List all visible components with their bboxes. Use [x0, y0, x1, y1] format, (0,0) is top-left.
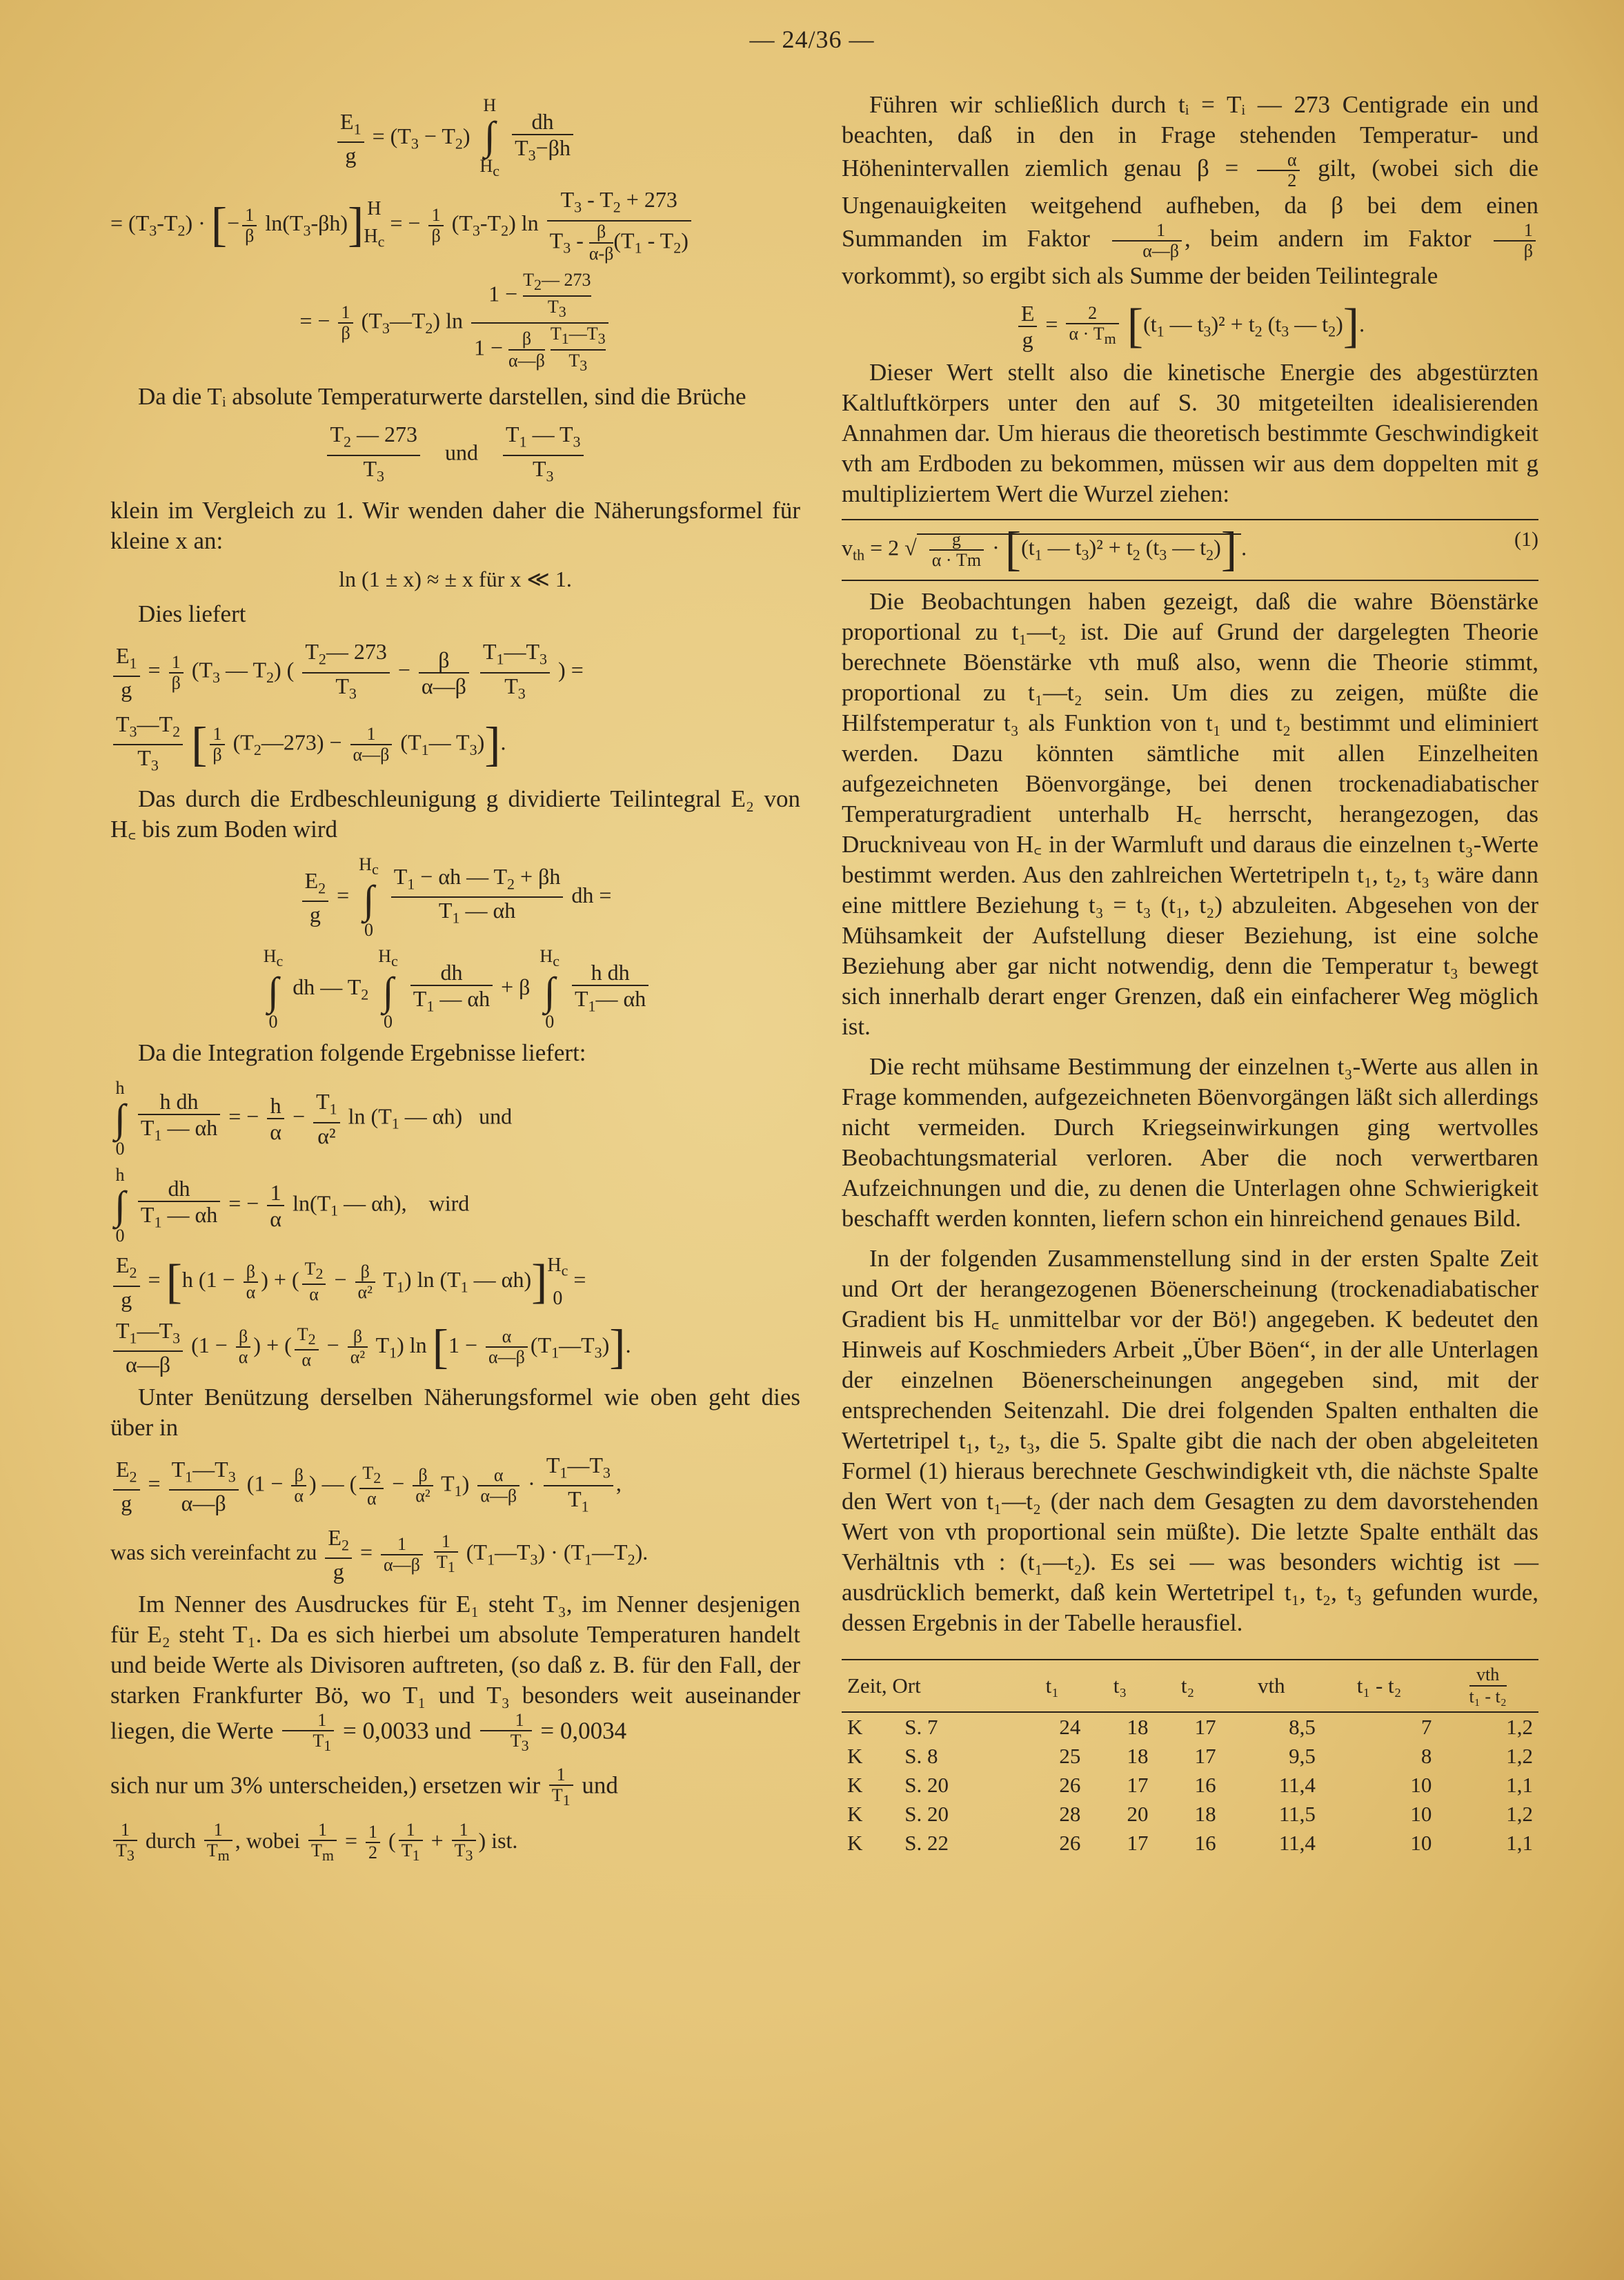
durch-label: durch	[145, 1827, 196, 1853]
table-row	[842, 1829, 1538, 1858]
header-t1-t2: t₁ - t₂	[1321, 1660, 1437, 1712]
table-cell: 8,5	[1289, 1715, 1316, 1739]
table-cell: 11,4	[1278, 1773, 1316, 1797]
table-cell: 1,2	[1506, 1802, 1533, 1826]
equation-e1-approx: $\frac{E_1}{g}$ = $\frac{1}{\beta}$ ($T_3$ — $T_2$) ( $\frac{T_2— 273}{T_3}$ − $\frac{\beta}{\alpha—\beta}$ $\frac{T_1—T_3}{T_3}$ ) =	[110, 639, 800, 706]
table-cell: 24	[1059, 1715, 1081, 1739]
table-cell: K	[847, 1831, 863, 1855]
und-label: und	[445, 440, 479, 466]
table-cell: 10	[1410, 1802, 1432, 1826]
paragraph-absolute-temperatures: Da die Tᵢ absolute Temperaturwerte darstellen, sind die Brüche	[138, 383, 746, 411]
centigrade-text-2: gilt, (wobei sich die Ungenauigkeiten weitgehend aufheben, da β bei dem einen Summanden im Faktor	[842, 155, 1538, 253]
paragraph-integration: Da die Integration folgende Ergebnisse liefert:	[138, 1039, 586, 1067]
equation-dh: h ∫ 0 $\frac{dh}{T_1 — \alpha h}$ = − $\frac{1}{\alpha}$ $\ln(T_1$ — αh), wird	[115, 1165, 470, 1246]
table-cell: S. 20	[904, 1773, 949, 1797]
paragraph-e2-intro: Das durch die Erdbeschleunigung g dividierte Teilintegral E₂ von H꜀ bis zum Boden wird	[110, 785, 800, 843]
table-cell: 18	[1127, 1744, 1149, 1768]
table-cell: 25	[1059, 1744, 1081, 1768]
table-cell: 16	[1194, 1831, 1216, 1855]
table-row	[842, 1771, 1538, 1800]
table-cell: 1,1	[1506, 1831, 1533, 1855]
table-cell: K	[847, 1715, 863, 1739]
equation-number: (1)	[1514, 528, 1538, 551]
table-cell: K	[847, 1802, 863, 1826]
equation-e2-approx: $\frac{E_2}{g}$ = $\frac{T_1—T_3}{\alpha—\beta}$ (1 − $\frac{\beta}{\alpha}$ ) — ( $\frac{T_2}{\alpha}$ − $\frac{\beta}{\text{α²}}$ $T_1$) $\frac{\alpha}{\alpha—\beta}$ · $\frac{T_1—T_3}{T_1}$ ,	[110, 1453, 800, 1520]
table-cell: 17	[1194, 1744, 1216, 1768]
table-cell: S. 20	[904, 1802, 949, 1826]
table-cell: 1,2	[1506, 1744, 1533, 1768]
equation-e1-integral: $\frac{E_1}{g}$ = $(T_3 - T_2)$ H ∫ $H_c$ $\frac{dh}{T_3-\beta h}$	[110, 95, 800, 181]
table-cell: 17	[1127, 1831, 1149, 1855]
table-cell: 18	[1127, 1715, 1149, 1739]
equation-vth: $v_{th} = 2$ √ $\frac{g}{\alpha \cdot Tm}$ · [($t_1$ — $t_3)^2 + t_2$ ($t_3$ — $t_2$)] . (1)	[842, 523, 1538, 576]
value-2: = 0,0034	[540, 1717, 627, 1745]
table-cell: 28	[1059, 1802, 1081, 1826]
table-header-row	[842, 1660, 1538, 1712]
centigrade-text: Führen wir schließlich durch tᵢ = Tᵢ — 273 Centigrade ein und beachten, daß in den in Frage stehenden Temperatur- und Höhenintervallen ziemlich genau	[842, 91, 1538, 182]
paragraph-nenner: Im Nenner des Ausdruckes für E₁ steht T₃, im Nenner desjenigen für E₂ steht T₁. Da es sich hierbei um absolute Temperaturen handelt und beide Werte als Divisoren auftreten, (so daß z. B. für den Fall, der starken Frankfurter Bö, wo T₁ und T₃ besonders weit auseinander liegen, die Werte $\frac{1}{T_1}$ = 0,0033 und $\frac{1}{T_3}$ = 0,0034	[110, 1591, 800, 1755]
table-row	[842, 1712, 1538, 1742]
table-cell: 9,5	[1289, 1744, 1316, 1768]
equation-e2-result: $\frac{E_2}{g}$ = [h (1 − $\frac{\beta}{\alpha}$ ) + ( $\frac{T_2}{\alpha}$ − $\frac{\beta}{\text{α²}}$ $T_1$) $\ln (T_1$ — αh)] $H_c$ 0 =	[110, 1252, 800, 1313]
table-cell: 26	[1059, 1773, 1081, 1797]
table-cell: 20	[1127, 1802, 1149, 1826]
equation-e2-split: $H_c$ ∫ 0 dh — $T_2$ $H_c$ ∫ 0 $\frac{dh}{T_1 — \alpha h}$ + β $H_c$ ∫ 0 $\frac{\text{h dh}}{T_1— \alpha h}$	[110, 946, 800, 1032]
table-row	[842, 1742, 1538, 1771]
wird-label: wird	[428, 1190, 470, 1216]
paragraph-naeherung: Unter Benützung derselben Näherungsformel wie oben geht dies über in	[110, 1384, 800, 1442]
equation-e1-step2: = $(T_3-T_2)$ · [− $\frac{1}{\beta}$ $\ln(T_3-\beta h)$] H $H_c$ = − $\frac{1}{\beta}$ $(T_3-T_2)$ ln $T_3 - T_2 + 273$ $T_3$ - $\frac{\beta}{\alpha-\beta}$ $(T_1 - T_2)$	[110, 187, 800, 264]
ersetzen-und: und	[582, 1772, 618, 1800]
table-cell: K	[847, 1773, 863, 1797]
equation-e1-approx-2: $\frac{T_3—T_2}{T_3}$ [ $\frac{1}{\beta}$ $(T_2—273)$ − $\frac{1}{\alpha—\beta}$ ($T_1—$ $T_3$)].	[110, 711, 800, 778]
table-cell: S. 7	[904, 1715, 938, 1739]
paragraph-approximation: klein im Vergleich zu 1. Wir wenden daher die Näherungsformel für kleine x an:	[110, 497, 800, 555]
table-cell: 10	[1410, 1831, 1432, 1855]
table-cell: 11,5	[1278, 1802, 1316, 1826]
equation-hdh: h ∫ 0 $\frac{\text{h dh}}{T_1 — \alpha h}$ = − $\frac{h}{\alpha}$ − $\frac{T_1}{\text{α²}}$ $\ln (T_1$ — αh) und	[115, 1078, 513, 1159]
header-zeit-ort: Zeit, Ort	[842, 1660, 1018, 1712]
page-number: — 24/36 —	[749, 26, 875, 53]
table-cell: 18	[1194, 1802, 1216, 1826]
paragraph-dies-liefert: Dies liefert	[138, 600, 246, 628]
table-cell: S. 22	[904, 1831, 949, 1855]
table-cell: K	[847, 1744, 863, 1768]
equation-e2-integral: $\frac{E_2}{g}$ = $H_c$ ∫ 0 $\frac{T_1 - \alpha h — T_2 + \beta h}{T_1 — \alpha h}$ dh =	[110, 854, 800, 941]
table-cell: 10	[1410, 1773, 1432, 1797]
equation-tm: $\frac{1}{T_3}$ durch $\frac{1}{T_m}$ , wobei $\frac{1}{T_m}$ = $\frac{1}{2}$ ( $\frac{1}{T_1}$ + $\frac{1}{T_3}$ ) ist.	[110, 1820, 800, 1865]
header-ratio-den: t₁ - t₂	[1469, 1687, 1507, 1707]
left-column	[110, 90, 800, 1871]
table-cell: 16	[1194, 1773, 1216, 1797]
header-t3: t₃	[1086, 1660, 1153, 1712]
paragraph-centigrade: Führen wir schließlich durch tᵢ = Tᵢ — 273 Centigrade ein und beachten, daß in den in Frage stehenden Temperatur- und Höhenintervallen ziemlich genau β = $\frac{\alpha}{2}$ gilt, (wobei sich die Ungenauigkeiten weitgehend aufheben, da β bei dem einen Summanden im Faktor $\frac{1}{\alpha—\beta}$ , beim andern im Faktor $\frac{1}{\beta}$ vorkommt), so ergibt sich als Summe der beiden Teilintegrale	[842, 91, 1538, 289]
equation-energy: $\frac{E}{g}$ = $\frac{2}{\alpha \cdot T_m}$ [($t_1$ — $t_3)^2 + t_2$ ($t_3$ — $t_2$)].	[842, 301, 1538, 352]
equation-e2-simplified: was sich vereinfacht zu $\frac{E_2}{g}$ = $\frac{1}{\alpha—\beta}$ $\frac{1}{T_1}$ $(T_1—T_3)$ · $(T_1—T_2)$.	[110, 1524, 648, 1584]
paragraph-nenner-text: Im Nenner des Ausdruckes für E₁ steht T₃, im Nenner desjenigen für E₂ steht T₁. Da es sich hierbei um absolute Temperaturen handelt und beide Werte als Divisoren auftreten, (so daß z. B. für den Fall, der starken Frankfurter Bö, wo T₁ und T₃ besonders weit auseinander liegen, die Werte	[110, 1591, 800, 1745]
equation-e2-result-2: $\frac{T_1—T_3}{\alpha—\beta}$ (1 − $\frac{\beta}{\alpha}$ ) + ( $\frac{T_2}{\alpha}$ − $\frac{\beta}{\text{α²}}$ $T_1$) ln [1 − $\frac{\alpha}{\alpha—\beta}$ $(T_1—T_3)$].	[110, 1318, 800, 1377]
table-cell: S. 8	[904, 1744, 938, 1768]
value-1: = 0,0033 und	[342, 1717, 471, 1745]
divider-top	[842, 519, 1538, 520]
centigrade-text-3: , beim andern im Faktor	[1185, 225, 1472, 253]
table-cell: 1,1	[1506, 1773, 1533, 1797]
equation-e1-step3: = − $\frac{1}{\beta}$ $(T_3—T_2)$ ln 1 − $\frac{T_2— 273}{T_3}$ 1 − $\frac{\beta}{\alpha—\beta}$ $\frac{T_1—T_3}{T_3}$	[110, 270, 800, 377]
table-row	[842, 1800, 1538, 1829]
right-column	[842, 90, 1538, 1858]
table-cell: 11,4	[1278, 1831, 1316, 1855]
table-cell: 17	[1194, 1715, 1216, 1739]
data-table	[842, 1659, 1538, 1858]
header-t1: t₁	[1018, 1660, 1086, 1712]
approximation-formula: ln (1 ± x) ≈ ± x für x ≪ 1.	[339, 567, 572, 592]
table-cell: 26	[1059, 1831, 1081, 1855]
ist-label: ist.	[491, 1827, 518, 1853]
fractions-small: $\frac{T_2 — 273}{T_3}$ und $\frac{T_1 — T_3}{T_3}$	[110, 422, 800, 489]
table-cell: 17	[1127, 1773, 1149, 1797]
paragraph-beobachtungen: Die Beobachtungen haben gezeigt, daß die wahre Böenstärke proportional zu t₁—t₂ ist. Die auf Grund der dargelegten Theorie berechnete Böenstärke vth muß also, wenn die Theorie stimmt, proportional zu t₁—t₂ sein. Um dies zu zeigen, müßte die Hilfstemperatur t₃ als Funktion von t₁ und t₂ bestimmt und eliminiert werden. Dazu könnten sämtliche mit allen Einzelheiten aufgezeichneten Böenvorgänge, bei denen trockenadiabatischer Temperaturgradient unterhalb H꜀ herrscht, herangezogen, das Druckniveau von H꜀ in der Warmluft und daraus die einzelnen t₃-Werte bestimmt werden. Aus den zahlreichen Wertetripeln t₁, t₂, t₃ wäre dann eine mittlere Beziehung t₃ = t₃ (t₁, t₂) abzuleiten. Abgesehen von der Mühsamkeit der Aufstellung dieser Beziehung, ist eine solche Beziehung aber gar nicht notwendig, denn die Temperatur t₃ bewegt sich innerhalb derart enger Grenzen, daß ein einfacherer Weg möglich ist.	[842, 588, 1538, 1040]
paragraph-ersetzen: sich nur um 3% unterscheiden,) ersetzen wir $\frac{1}{T_1}$ und	[110, 1765, 618, 1809]
ersetzen-text: sich nur um 3% unterscheiden,) ersetzen wir	[110, 1772, 540, 1800]
header-t2: t₂	[1154, 1660, 1222, 1712]
divider-bottom	[842, 580, 1538, 581]
header-vth: vth	[1222, 1660, 1321, 1712]
paragraph-zusammenstellung: In der folgenden Zusammenstellung sind in der ersten Spalte Zeit und Ort der herangezogenen Böenerscheinung (trockenadiabatischer Gradient bis H꜀ unmittelbar vor der Bö!) angegeben. K bedeutet den Hinweis auf Koschmieders Arbeit „Über Böen“, in der alle Unterlagen der einzelnen Böenerscheinungen angegeben sind, mit der entsprechenden Seitenzahl. Die drei folgenden Spalten enthalten die Wertetripel t₁, t₂, t₃, die 5. Spalte gibt die nach der oben abgeleiteten Formel (1) hieraus berechnete Geschwindigkeit vth, die nächste Spalte den Wert von t₁—t₂ (der nach dem Gesagten zu dem davorstehenden Wert von vth proportional sein müßte). Die letzte Spalte enthält das Verhältnis vth : (t₁—t₂). Es sei — was besonders wichtig ist — ausdrücklich bemerkt, daß kein Wertetripel t₁, t₂, t₃ gefunden wurde, dessen Ergebnis in der Tabelle herausfiel.	[842, 1245, 1538, 1636]
table-cell: 7	[1420, 1715, 1432, 1739]
table-cell: 1,2	[1506, 1715, 1533, 1739]
wobei-label: , wobei	[235, 1827, 300, 1853]
paragraph-bestimmung: Die recht mühsame Bestimmung der einzelnen t₃-Werte aus allen in Frage kommenden, aufgezeichneten Böenvorgängen läßt sich allerdings nicht vermeiden. Durch Kriegseinwirkungen ging wertvolles Beobachtungsmaterial verloren. Aber die noch verwertbaren Aufzeichnungen und die, zu denen die Unterlagen ohne Schwierigkeit beschafft werden konnten, liefern schon ein hinreichend genaues Bild.	[842, 1053, 1538, 1232]
und-label-2: und	[479, 1103, 513, 1129]
table-cell: 8	[1420, 1744, 1432, 1768]
paragraph-kinetic-energy: Dieser Wert stellt also die kinetische Energie des abgestürzten Kaltluftkörpers unter den auf S. 30 mitgeteilten idealisierenden Annahmen dar. Um hieraus die theoretisch bestimmte Geschwindigkeit vth am Erdboden zu bekommen, müssen wir aus dem doppelten mit g multipliziertem Wert die Wurzel ziehen:	[842, 359, 1538, 507]
header-ratio-num: vth	[1476, 1664, 1500, 1684]
header-ratio	[1437, 1660, 1538, 1712]
simplified-prefix: was sich vereinfacht zu	[110, 1539, 317, 1564]
table-body	[842, 1712, 1538, 1858]
centigrade-text-4: vorkommt), so ergibt sich als Summe der beiden Teilintegrale	[842, 262, 1438, 289]
